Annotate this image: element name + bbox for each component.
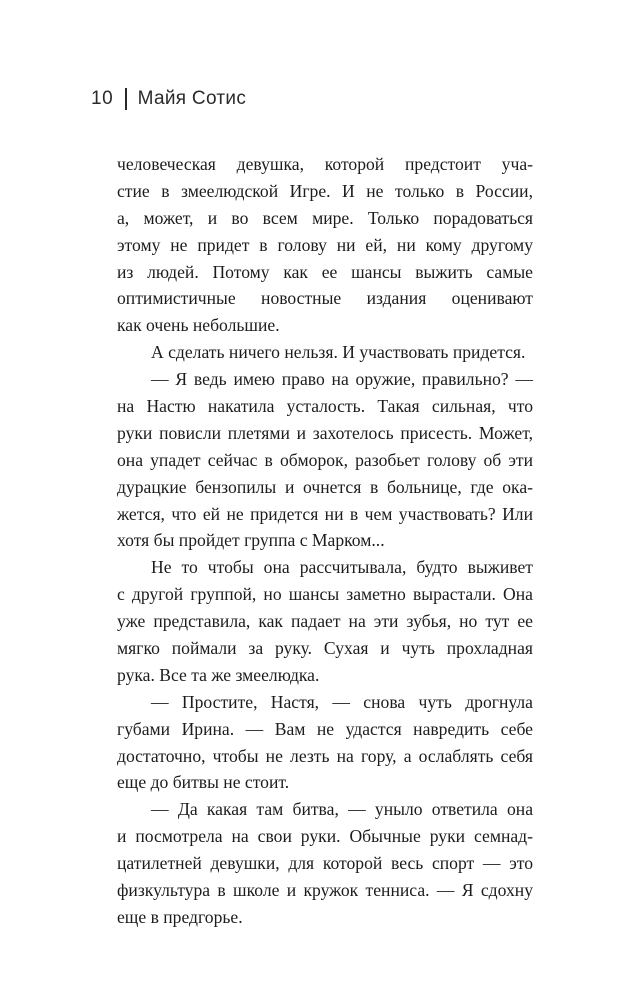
text-line: — Я ведь имею право на оружие, правильно? — (151, 369, 533, 390)
text-line: еще в предгорье. (117, 906, 243, 927)
text-line: с другой группой, но шансы заметно вырастали. Она (117, 584, 533, 605)
text-line: из людей. Потому как ее шансы выжить самые (117, 261, 533, 282)
text-line: — Простите, Настя, — снова чуть дрогнула (151, 691, 533, 712)
paragraph (117, 151, 533, 339)
text-line: дурацкие бензопилы и очнется в больнице, где ока- (117, 476, 533, 497)
page-number: 10 (91, 88, 114, 109)
text-line: хотя бы пройдет группа с Марком... (117, 530, 385, 551)
text-line: физкультура в школе и кружок тенниса. — Я сдохну (117, 880, 533, 901)
text-line: А сделать ничего нельзя. И участвовать придется. (151, 342, 526, 363)
text-line: мягко поймали за руку. Сухая и чуть прохладная (117, 638, 533, 659)
text-line: жется, что ей не придется ни в чем участвовать? Или (117, 503, 533, 524)
paragraph (117, 339, 533, 366)
header-separator (125, 88, 127, 110)
running-head (91, 86, 246, 112)
text-line: Не то чтобы она рассчитывала, будто выживет (151, 557, 533, 578)
text-line: руки повисли плетями и захотелось присесть. Может, (117, 422, 533, 443)
text-line: она упадет сейчас в обморок, разобьет голову об эти (117, 449, 533, 470)
text-line: на Настю накатила усталость. Такая сильная, что (117, 396, 533, 417)
text-line: еще до битвы не стоит. (117, 772, 290, 793)
paragraph (117, 689, 533, 797)
text-line: а, может, и во всем мире. Только порадоваться (117, 207, 533, 228)
paragraph (117, 554, 533, 688)
text-line: цатилетней девушки, для которой весь спорт — это (117, 853, 533, 874)
body-text (117, 151, 533, 931)
text-line: губами Ирина. — Вам не удастся навредить себе (117, 718, 533, 739)
text-line: оптимистичные новостные издания оценивают (117, 288, 533, 309)
paragraph (117, 796, 533, 930)
paragraph (117, 366, 533, 554)
text-line: стие в змеелюдской Игре. И не только в России, (117, 180, 533, 201)
text-line: достаточно, чтобы не лезть на гору, а ослаблять себя (117, 745, 533, 766)
text-line: человеческая девушка, которой предстоит уча- (117, 154, 533, 174)
text-line: как очень небольшие. (117, 315, 280, 336)
text-line: и посмотрела на свои руки. Обычные руки семнад- (117, 826, 533, 847)
text-line: — Да какая там битва, — уныло ответила она (151, 799, 533, 820)
author-name: Майя Сотис (137, 88, 247, 109)
text-line: уже представила, как падает на эти зубья, но тут ее (117, 611, 533, 632)
text-line: рука. Все та же змеелюдка. (117, 664, 320, 685)
text-line: этому не придет в голову ни ей, ни кому другому (117, 234, 533, 255)
